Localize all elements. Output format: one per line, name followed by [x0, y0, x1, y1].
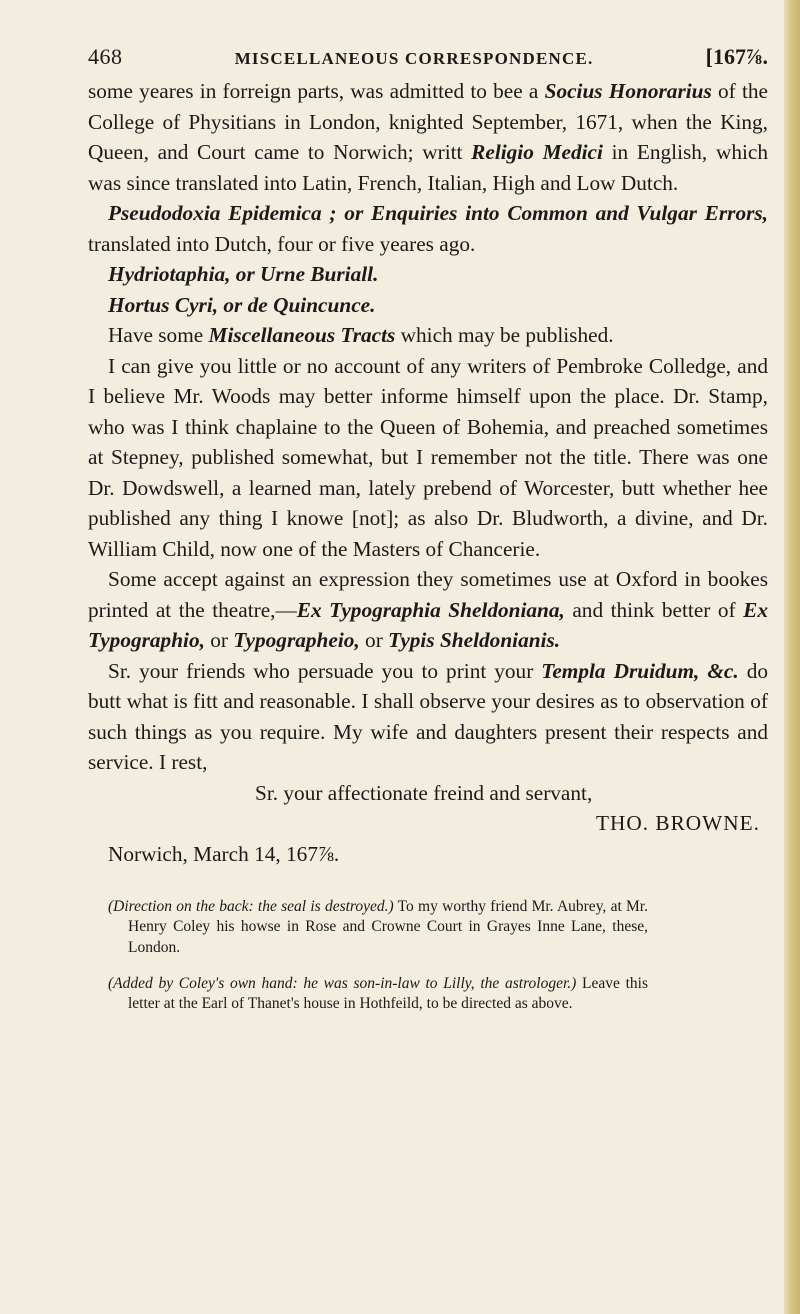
note: (Added by Coley's own hand: he was son-in-law to Lilly, the astrologer.) Leave this letter at the Earl of Thanet's house in Hothfeild, to be directed as above.: [108, 974, 648, 1013]
header-year: [167⅞.: [705, 44, 768, 69]
letter-signature: THO. BROWNE.: [595, 811, 760, 835]
letter-place-date: Norwich, March 14, 167⅞.: [108, 841, 340, 866]
page-edge: [784, 0, 800, 1314]
paragraph: Have some Miscellaneous Tracts which may be published.: [108, 323, 614, 347]
editorial-notes: [88, 897, 768, 1014]
running-header: [88, 44, 768, 70]
paragraph: Some accept against an expression they sometimes use at Oxford in bookes printed at the theatre,—Ex Typographia Sheldoniana, and think better of Ex Typographio, or Typographeio, or Typis Sheldonianis.: [88, 567, 768, 652]
paragraph: Hortus Cyri, or de Quincunce.: [108, 292, 376, 317]
paragraph: Pseudodoxia Epidemica ; or Enquiries into Common and Vulgar Errors, translated into Dutch, four or five yeares ago.: [88, 201, 768, 256]
paragraph: I can give you little or no account of any writers of Pembroke Colledge, and I believe Mr. Woods may better informe himself upon the place. Dr. Stamp, who was I think chaplaine to the Queen of Bohemia, and preached sometimes at Stepney, published somewhat, but I remember not the title. There was one Dr. Dowdswell, a learned man, lately prebend of Worcester, butt whether hee published any thing I knowe [not]; as also Dr. Bludworth, a divine, and Dr. William Child, now one of the Masters of Chancerie.: [88, 353, 768, 561]
page-number: 468: [88, 44, 123, 69]
letter-signoff: Sr. your affectionate freind and servant,: [255, 780, 593, 805]
letter-body: [88, 76, 768, 869]
paragraph: Hydriotaphia, or Urne Buriall.: [108, 262, 379, 286]
running-title: MISCELLANEOUS CORRESPONDENCE.: [234, 49, 594, 68]
paragraph: some yeares in forreign parts, was admitted to bee a Socius Honorarius of the College of Physitians in London, knighted September, 1671, when the King, Queen, and Court came to Norwich; writt Religio Medici in English, which was since translated into Latin, French, Italian, High and Low Dutch.: [88, 79, 768, 195]
paragraph: Sr. your friends who persuade you to print your Templa Druidum, &c. do butt what is fitt and reasonable. I shall observe your desires as to observation of such things as you require. My wife and daughters present their respects and service. I rest,: [88, 658, 769, 774]
book-page: [88, 44, 768, 1030]
note: (Direction on the back: the seal is destroyed.) To my worthy friend Mr. Aubrey, at Mr. Henry Coley his howse in Rose and Crowne Court in Grayes Inne Lane, these, London.: [108, 898, 648, 956]
